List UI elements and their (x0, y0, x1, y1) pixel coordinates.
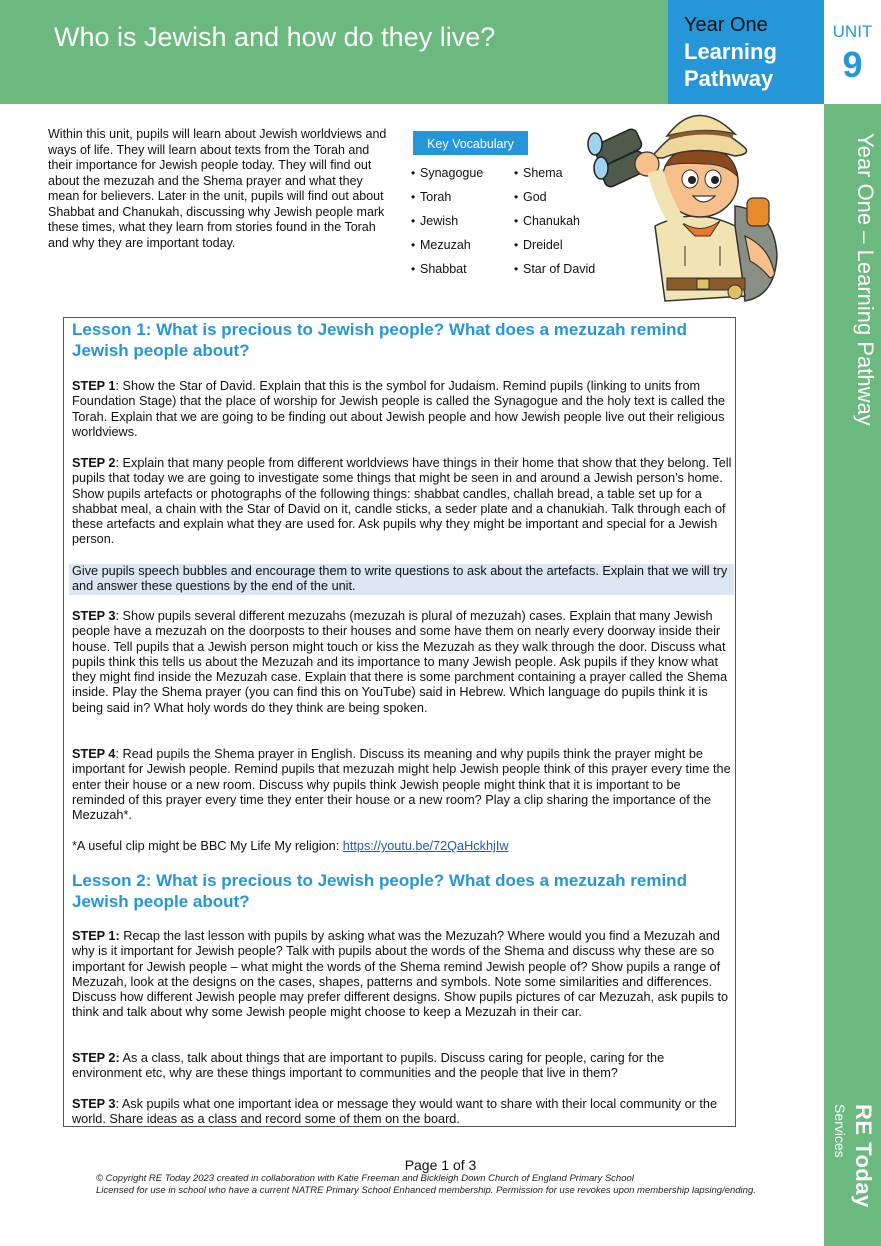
unit-label: UNIT (832, 22, 873, 41)
vocab-item: • Dreidel (514, 238, 604, 262)
lesson-1-step-1 (72, 379, 732, 440)
copyright-line-2: Licensed for use in school who have a current NATRE Primary School Enhanced membership. Permission for use revokes upon membership lapsing/ending. (96, 1185, 756, 1196)
unit-introduction: Within this unit, pupils will learn about Jewish worldviews and ways of life. They will learn about texts from the Torah and their importance for Jewish people today. They will find out about the mezuzah and the Shema prayer and what they mean for believers. Later in the unit, pupils will find out about Shabbat and Chanukah, discussing why Jewish people mark these times, what they learn from stories found in the Torah and why they are important today. (48, 127, 387, 250)
pathway-learning: Learning (684, 39, 777, 64)
step-text: : Read pupils the Shema prayer in English. Discuss its meaning and why pupils think the prayer might be important for Jewish people. Remind pupils that mezuzah might help Jewish people think of this prayer every time the enter their house or a new room. Discuss why pupils think Jewish people might think that it is important to be reminded of this prayer every time they enter their house or a new room? Play a clip sharing the importance of the Mezuzah*. (72, 747, 731, 823)
step-text: : Ask pupils what one important idea or message they would want to share with their local community or the world. Share ideas as a class and record some of them on the board. (72, 1097, 718, 1127)
vocab-item: • Mezuzah (411, 238, 483, 262)
clip-text: *A useful clip might be BBC My Life My religion: (72, 839, 343, 853)
vocab-item: • Star of David (514, 262, 604, 286)
speech-bubble-activity: Give pupils speech bubbles and encourage them to write questions to ask about the artefacts. Explain that we will try and answer these questions by the end of the unit. (69, 564, 734, 595)
copyright-notice (96, 1173, 776, 1197)
unit-number: 9 (842, 44, 863, 85)
step-text: As a class, talk about things that are important to pupils. Discuss caring for people, caring for the environment etc, why are these things important to communities and the people that live in them? (72, 1051, 665, 1081)
step-label: STEP 2 (72, 456, 116, 470)
vocab-item: • Torah (411, 190, 483, 214)
vocab-item: • Shabbat (411, 262, 483, 286)
key-vocabulary-heading: Key Vocabulary (413, 131, 528, 155)
side-vertical-title: Year One – Learning Pathway (853, 133, 878, 426)
lesson-1-title: Lesson 1: What is precious to Jewish people? What does a mezuzah remind Jewish people about? (72, 320, 687, 360)
year-pathway-box (668, 0, 824, 104)
explorer-boy-illustration (585, 96, 785, 306)
pathway-word: Pathway (684, 66, 774, 91)
lesson-2-box (63, 869, 736, 1127)
unit-box (824, 0, 881, 104)
lesson-2-step-1 (72, 929, 732, 1021)
vocab-item: • Synagogue (411, 166, 483, 190)
pathway-year: Year One (684, 14, 768, 36)
header-banner (0, 0, 668, 104)
lesson-1-step-2 (72, 456, 732, 548)
step-label: STEP 3 (72, 1097, 116, 1111)
lesson-1-box (63, 317, 736, 871)
step-label: STEP 3 (72, 609, 116, 623)
copyright-line-1: © Copyright RE Today 2023 created in collaboration with Katie Freeman and Bickleigh Down Church of England Primary School (96, 1173, 634, 1184)
step-text: : Show the Star of David. Explain that this is the symbol for Judaism. Remind pupils (linking to units from Foundation Stage) that the place of worship for Jewish people is called the Synagogue and the holy text is called the Torah. Explain that we are going to be finding out about Jewish people and how Jewish people live out their religious worldviews. (72, 379, 726, 439)
step-text: : Explain that many people from different worldviews have things in their home that show that they belong. Tell pupils that today we are going to investigate some things that might be seen in and around a Jewish person’s home. Show pupils artefacts or photographs of the following things: shabbat candles, challah bread, a table set up for a shabbat meal, a chain with the Star of David on it, candle sticks, a seder plate and a chanukiah. Talk through each of these artefacts and explain what they are used for. Ask pupils why they might be important and special for a Jewish person. (72, 456, 732, 547)
step-text: Recap the last lesson with pupils by asking what was the Mezuzah? Where would you find a Mezuzah and why is it important for Jewish people? Talk with pupils about the words of the Shema and discuss why these are so important for Jewish people – what might the words of the Shema remind Jewish people of? Show pupils a range of Mezuzah, look at the designs on the cases, shapes, patterns and symbols. Note some similarities and differences. Discuss how different Jewish people may prefer different designs. Show pupils pictures of car Mezuzah, ask pupils to think and talk about why some Jewish people might choose to keep a Mezuzah in their car. (72, 929, 729, 1020)
lesson-1-step-4 (72, 747, 732, 823)
step-text: : Show pupils several different mezuzahs (mezuzah is plural of mezuzah) cases. Explain that many Jewish people have a mezuzah on the doorposts to their houses and some have them on nearly every doorway inside their house. Tell pupils that a Jewish person might touch or kiss the Mezuzah as they walk through the door. Discuss what pupils think this tells us about the Mezuzah and its importance to many Jewish people. Ask pupils if they know what they might find inside the Mezuzah case. Explain that there is some parchment containing a prayer called the Shema inside. Play the Shema prayer (you can find this on YouTube) said in Hebrew. Which language do pupils think it is being said in? What holy words do they think are being spoken. (72, 609, 728, 715)
lesson-2-step-2 (72, 1051, 732, 1082)
page-title: Who is Jewish and how do they live? (54, 22, 496, 52)
step-label: STEP 1: (72, 929, 120, 943)
vocab-item: • Chanukah (514, 214, 604, 238)
youtube-link[interactable]: https://youtu.be/72QaHckhjIw (342, 839, 509, 853)
vocab-item: • Shema (514, 166, 604, 190)
clip-note (72, 839, 732, 854)
vocabulary-column-1 (411, 166, 483, 286)
lesson-2-title: Lesson 2: What is precious to Jewish people? What does a mezuzah remind Jewish people about? (72, 871, 687, 911)
step-label: STEP 4 (72, 747, 116, 761)
brand-name: RE Today (851, 1104, 876, 1208)
brand-sub: Services (832, 1104, 848, 1158)
lesson-2-step-3 (72, 1097, 732, 1128)
step-label: STEP 1 (72, 379, 116, 393)
page-number: Page 1 of 3 (404, 1157, 477, 1173)
lesson-1-step-3 (72, 609, 732, 716)
vocab-item: • God (514, 190, 604, 214)
vocab-item: • Jewish (411, 214, 483, 238)
step-label: STEP 2: (72, 1051, 120, 1065)
